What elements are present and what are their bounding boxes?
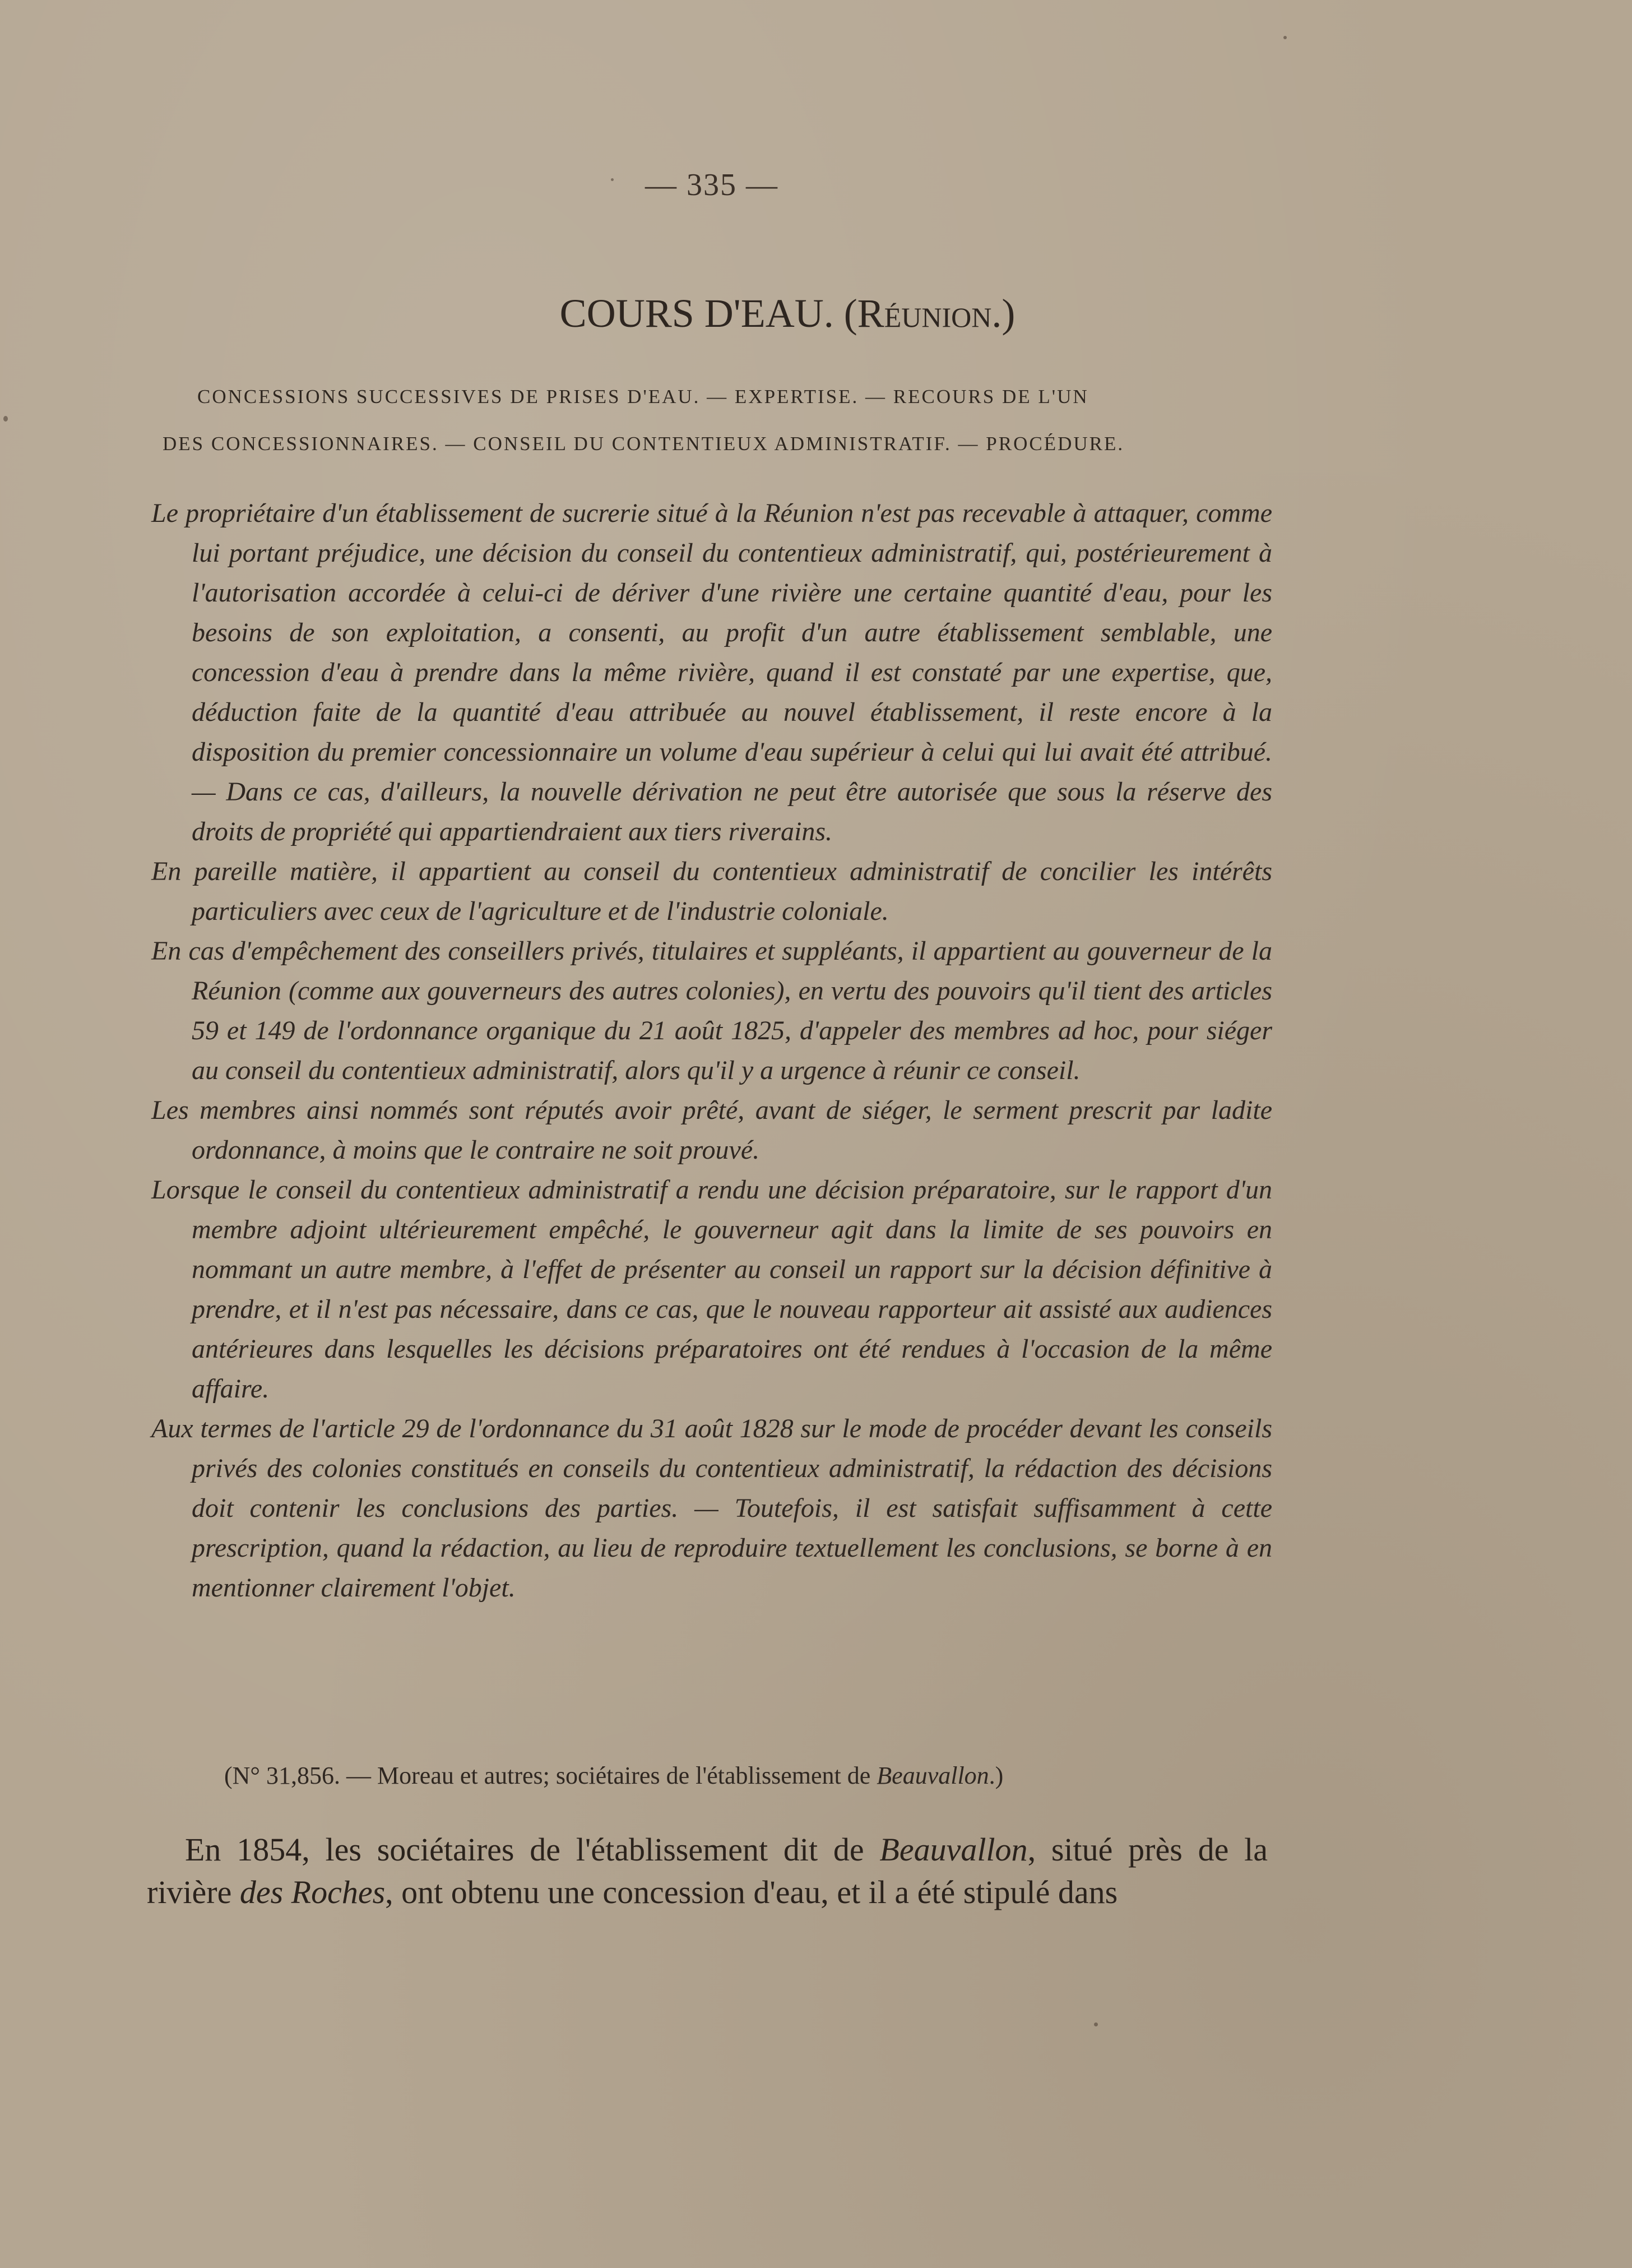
page-title xyxy=(392,290,1183,337)
paper-speck xyxy=(1283,36,1287,39)
summary-paragraph-6: Aux termes de l'article 29 de l'ordonnance du 31 août 1828 sur le mode de procéder devant les conseils privés des colonies constitués en conseils du contentieux administratif, la rédaction des décisions doit contenir les conclusions des parties. — Toutefois, il est satisfait suffisamment à cette prescription, quand la rédaction, au lieu de reproduire textuellement les conclusions, se borne à en mentionner clairement l'objet. xyxy=(151,1414,1272,1603)
citation-place: Beauvallon xyxy=(877,1762,989,1789)
summary-paragraph-3: En cas d'empêchement des conseillers privés, titulaires et suppléants, il appartient au gouverneur de la Réunion (comme aux gouverneurs des autres colonies), en vertu des pouvoirs qu'il tient des articles 59 et 149 de l'ordonnance organique du 21 août 1825, d'appeler des membres ad hoc, pour siéger au conseil du contentieux administratif, alors qu'il y a urgence à réunir ce conseil. xyxy=(151,936,1272,1085)
body-text-run: , situé près de la rivière xyxy=(147,1831,1268,1910)
citation-prefix: (N° 31,856. — Moreau et autres; sociétaires de l'établissement de xyxy=(224,1762,877,1789)
title-main: COURS D'EAU. xyxy=(559,291,834,336)
title-region: (Réunion.) xyxy=(843,291,1016,336)
body-text-run: En 1854, les sociétaires de l'établissement dit de xyxy=(185,1831,880,1868)
body-text xyxy=(147,1829,1268,1914)
subheading-line-1: CONCESSIONS SUCCESSIVES DE PRISES D'EAU. — EXPERTISE. — RECOURS DE L'UN xyxy=(197,386,1089,408)
body-text-run: , ont obtenu une concession d'eau, et il a été stipulé dans xyxy=(385,1874,1118,1910)
summary-paragraph-2: En pareille matière, il appartient au conseil du contentieux administratif de concilier les intérêts particuliers avec ceux de l'agriculture et de l'industrie coloniale. xyxy=(151,857,1272,926)
paper-speck xyxy=(1094,2022,1098,2026)
subheading-line-2: DES CONCESSIONNAIRES. — CONSEIL DU CONTENTIEUX ADMINISTRATIF. — PROCÉDURE. xyxy=(163,433,1125,455)
summary-paragraph-5: Lorsque le conseil du contentieux administratif a rendu une décision préparatoire, sur le rapport d'un membre adjoint ultérieurement empêché, le gouverneur agit dans la limite de ses pouvoirs en nommant un autre membre, à l'effet de présenter au conseil un rapport sur la décision définitive à prendre, et il n'est pas nécessaire, dans ce cas, que le nouveau rapporteur ait assisté aux audiences antérieures dans lesquelles les décisions préparatoires ont été rendues à l'occasion de la même affaire. xyxy=(151,1175,1272,1404)
citation-suffix: .) xyxy=(989,1762,1004,1789)
paper-speck xyxy=(611,178,614,181)
summary-paragraph-1: Le propriétaire d'un établissement de sucrerie situé à la Réunion n'est pas recevable à attaquer, comme lui portant préjudice, une décision du conseil du contentieux administratif, qui, postérieurement à l'autorisation accordée à celui-ci de dériver d'une rivière une certaine quantité d'eau, pour les besoins de son exploitation, a consenti, au profit d'un autre établissement semblable, une concession d'eau à prendre dans la même rivière, quand il est constaté par une expertise, que, déduction faite de la quantité d'eau attribuée au nouvel établissement, il reste encore à la disposition du premier concessionnaire un volume d'eau supérieur à celui qui lui avait été attribué. — Dans ce cas, d'ailleurs, la nouvelle dérivation ne peut être autorisée que sous la réserve des droits de propriété qui appartiendraient aux tiers riverains. xyxy=(151,498,1272,846)
body-paragraph-1 xyxy=(147,1829,1268,1914)
body-italic-run: des Roches xyxy=(239,1874,386,1910)
paper-speck xyxy=(3,416,8,422)
summary-block xyxy=(151,493,1272,1608)
body-italic-run: Beauvallon xyxy=(879,1831,1028,1868)
case-citation xyxy=(224,1761,1289,1790)
summary-paragraph-4: Les membres ainsi nommés sont réputés avoir prêté, avant de siéger, le serment prescrit par ladite ordonnance, à moins que le contraire ne soit prouvé. xyxy=(151,1095,1272,1165)
page-number: — 335 — xyxy=(645,168,778,202)
